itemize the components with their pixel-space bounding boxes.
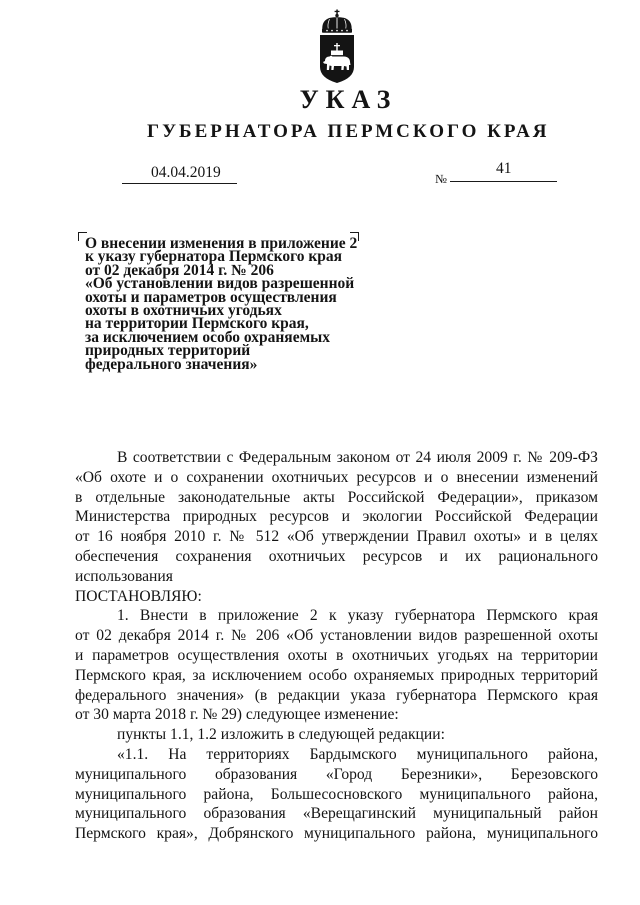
subject-line: охоты и параметров осуществления (85, 288, 337, 306)
subject-line: за исключением особо охраняемых (85, 328, 330, 346)
subject-line: природных территорий (85, 342, 251, 360)
perm-krai-coat-of-arms-icon (317, 9, 359, 85)
item-1-paragraph (75, 606, 598, 725)
resolve-word: ПОСТАНОВЛЯЮ: (75, 587, 202, 605)
body-line: и параметров осуществления охоты в охотничьих угодьях на территории (75, 646, 598, 664)
amendment-paragraph (75, 745, 598, 844)
subject-line: О внесении изменения в приложение 2 (85, 235, 358, 252)
document-body (75, 448, 598, 844)
date-underline (122, 183, 237, 184)
body-line: от 16 ноября 2010 г. № 512 «Об утверждении Правил охоты» и в целях (75, 528, 598, 546)
document-date: 04.04.2019 (151, 164, 221, 181)
number-underline (450, 181, 557, 182)
preamble-paragraph (75, 448, 598, 587)
subject-line: на территории Пермского края, (85, 315, 309, 333)
subject-line: к указу губернатора Пермского края (85, 248, 343, 266)
body-line: муниципального образования «Верещагинский муниципальный район (75, 805, 598, 823)
body-line: Пермского края, за исключением особо охраняемых природных территорий (75, 666, 598, 684)
body-line: использования (75, 567, 173, 585)
body-line: муниципального образования «Город Березники», Березовского (75, 765, 598, 783)
body-line: В соответствии с Федеральным законом от 24 июля 2009 г. № 209-ФЗ (117, 449, 598, 466)
body-line: в отдельные законодательные акты Российской Федерации», приказом (75, 488, 598, 506)
document-subject (85, 237, 405, 371)
document-type-title: УКАЗ (299, 85, 398, 114)
subject-line: охоты в охотничьих угодьях (85, 302, 282, 320)
instruction-line: пункты 1.1, 1.2 изложить в следующей редакции: (117, 726, 445, 744)
subject-line: «Об установлении видов разрешенной (85, 275, 355, 293)
body-line: Пермского края», Добрянского муниципального района, муниципального (75, 825, 598, 843)
body-line: «Об охоте и о сохранении охотничьих ресурсов и о внесении изменений (75, 468, 598, 486)
document-number: 41 (496, 160, 512, 177)
subject-line: от 02 декабря 2014 г. № 206 (85, 261, 274, 279)
body-line: «1.1. На территориях Бардымского муниципального района, (117, 745, 598, 763)
body-line: обеспечения сохранения охотничьих ресурсов и их рационального (75, 547, 598, 565)
body-line: федерального значения» (в редакции указа губернатора Пермского края (75, 686, 598, 704)
body-line: от 30 марта 2018 г. № 29) следующее изменение: (75, 706, 399, 724)
number-sign: № (435, 171, 447, 186)
issuer-title: ГУБЕРНАТОРА ПЕРМСКОГО КРАЯ (147, 121, 550, 142)
body-line: 1. Внести в приложение 2 к указу губернатора Пермского края (117, 607, 598, 625)
body-line: Министерства природных ресурсов и экологии Российской Федерации (75, 508, 598, 526)
subject-line: федерального значения» (85, 355, 258, 373)
body-line: от 02 декабря 2014 г. № 206 «Об установлении видов разрешенной охоты (75, 627, 598, 645)
body-line: муниципального района, Большесосновского муниципального района, (75, 785, 598, 803)
